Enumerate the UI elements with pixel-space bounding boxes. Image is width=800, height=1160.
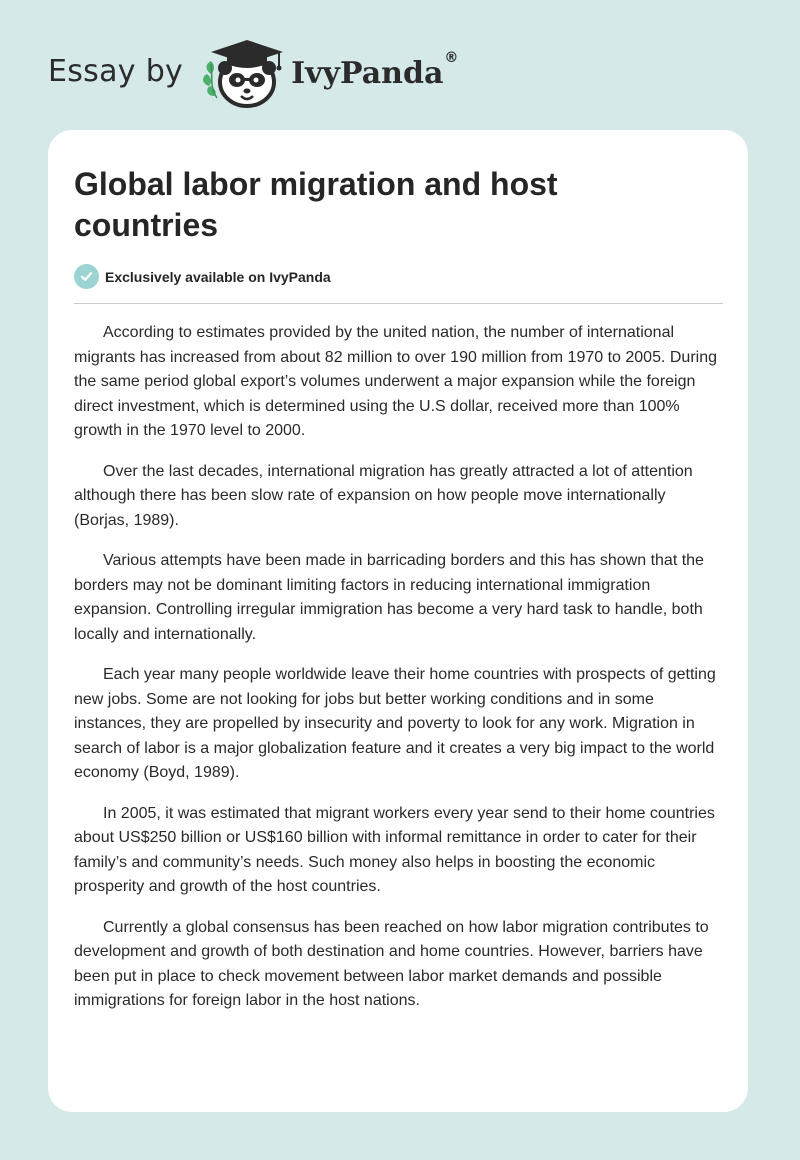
paragraph: Each year many people worldwide leave their home countries with prospects of getting new jobs. Some are not looking for jobs but better working conditions and in some instances, they are propelled by insecurity and poverty to look for any work. Migration in search of labor is a major globalization feature and it creates a very big impact to the world economy (Boyd, 1989). <box>74 666 716 781</box>
essay-body <box>74 321 724 1030</box>
paragraph: Various attempts have been made in barricading borders and this has shown that the borders may not be dominant limiting factors in reducing international immigration expansion. Controlling irregular immigration has become a very hard task to handle, both locally and internationally. <box>74 552 704 643</box>
paragraph: Over the last decades, international migration has greatly attracted a lot of attention although there has been slow rate of expansion on how people move internationally (Borjas, 1989). <box>74 462 693 529</box>
site-header <box>48 34 458 110</box>
exclusive-badge <box>74 264 331 289</box>
paragraph: Currently a global consensus has been reached on how labor migration contributes to development and growth of both destination and home countries. However, barriers have been put in place to check movement between labor market demands and possible immigrations for foreign labor in the host nations. <box>74 918 709 1009</box>
check-icon <box>74 264 99 289</box>
essay-by-label: Essay by <box>48 53 184 89</box>
registered-mark: ® <box>444 49 459 66</box>
panda-graduate-icon[interactable] <box>197 34 289 110</box>
brand-name[interactable]: IvyPanda® <box>291 49 459 91</box>
divider <box>74 303 723 304</box>
paragraph: In 2005, it was estimated that migrant workers every year send to their home countries about US$250 billion or US$160 billion with informal remittance in order to cater for their family’s and community’s needs. Such money also helps in boosting the economic prosperity and growth of the host countries. <box>74 804 715 895</box>
essay-card <box>48 130 748 1112</box>
page-title: Global labor migration and host countries <box>74 166 558 243</box>
badge-label: Exclusively available on IvyPanda <box>105 268 331 285</box>
paragraph: According to estimates provided by the united nation, the number of international migrants has increased from about 82 million to over 190 million from 1970 to 2005. During the same period global export’s volumes underwent a major expansion while the foreign direct investment, which is determined using the U.S dollar, received more than 100% growth in the 1970 level to 2000. <box>74 324 717 439</box>
